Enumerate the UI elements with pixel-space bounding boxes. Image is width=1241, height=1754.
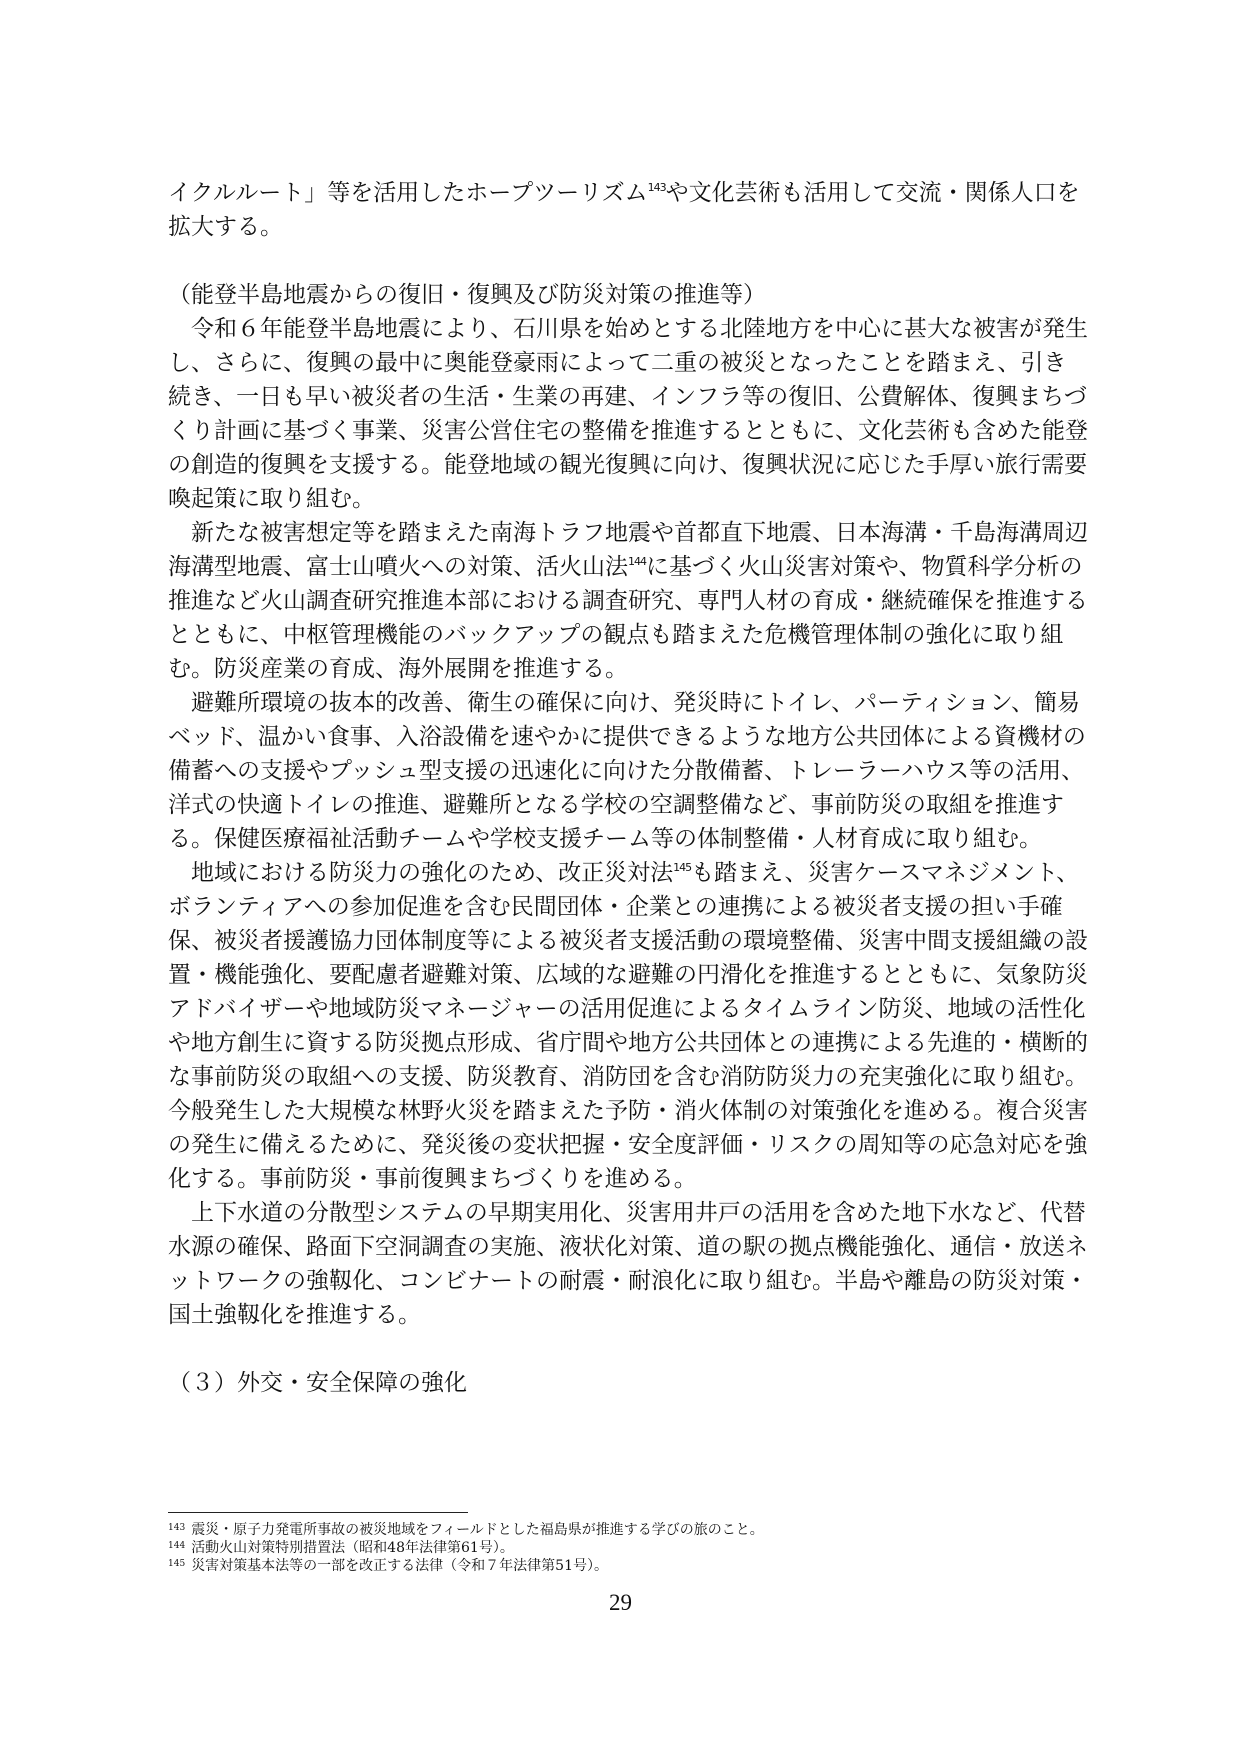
- footnote-145: [168, 1556, 1088, 1574]
- footnote-143: [168, 1520, 1088, 1538]
- paragraph-water-infrastructure: 上下水道の分散型システムの早期実用化、災害用井戸の活用を含めた地下水など、代替水源の確保、路面下空洞調査の実施、液状化対策、道の駅の拠点機能強化、通信・放送ネットワークの強靱化、コンビナートの耐震・耐浪化に取り組む。半島や離島の防災対策・国土強靱化を推進する。: [168, 1200, 1088, 1328]
- paragraph-noto-recovery: 令和６年能登半島地震により、石川県を始めとする北陸地方を中心に甚大な被害が発生し、さらに、復興の最中に奥能登豪雨によって二重の被災となったことを踏まえ、引き続き、一日も早い被災者の生活・生業の再建、インフラ等の復旧、公費解体、復興まちづくり計画に基づく事業、災害公営住宅の整備を推進するとともに、文化芸術も含めた能登の創造的復興を支援する。能登地域の観光復興に向け、復興状況に応じた手厚い旅行需要喚起策に取り組む。: [168, 316, 1088, 512]
- footnote-144: [168, 1538, 1088, 1556]
- footnote-text: 災害対策基本法等の一部を改正する法律（令和７年法律第51号）。: [191, 1558, 609, 1574]
- footnote-divider: [168, 1512, 468, 1513]
- body-text: [168, 176, 1088, 1400]
- footnote-text: 活動火山対策特別措置法（昭和48年法律第61号）。: [191, 1540, 514, 1556]
- subheading-noto-recovery: （能登半島地震からの復旧・復興及び防災対策の推進等）: [168, 282, 766, 308]
- paragraph-text: 地域における防災力の強化のため、改正災対法: [191, 860, 674, 886]
- spacer: [168, 1332, 1088, 1366]
- section-heading-diplomacy-security: （３）外交・安全保障の強化: [168, 1370, 467, 1396]
- paragraph-evacuation-shelters: 避難所環境の抜本的改善、衛生の確保に向け、発災時にトイレ、パーティション、簡易ベッド、温かい食事、入浴設備を速やかに提供できるような地方公共団体による資機材の備蓄への支援やプッシュ型支援の迅速化に向けた分散備蓄、トレーラーハウス等の活用、洋式の快適トイレの推進、避難所となる学校の空調整備など、事前防災の取組を推進する。保健医療福祉活動チームや学校支援チーム等の体制整備・人材育成に取り組む。: [168, 690, 1086, 852]
- page-number: 29: [609, 1590, 632, 1615]
- paragraph-hope-tourism: [168, 176, 1088, 244]
- footnote-ref-144[interactable]: 144: [628, 555, 646, 568]
- spacer: [168, 244, 1088, 278]
- paragraph-text: 新たな被害想定等を踏まえた南海トラフ地震や首都直下地震、日本海溝・千島海溝周辺海溝型地震、富士山噴火への対策、活火山法: [168, 520, 1088, 580]
- footnote-number: 143: [168, 1523, 186, 1533]
- footnote-number: 144: [168, 1541, 186, 1551]
- paragraph-text: イクルルート」等を活用したホープツーリズム: [168, 180, 648, 206]
- paragraph-regional-disaster-resilience: [168, 856, 1088, 1196]
- footnotes: [168, 1520, 1088, 1574]
- footnote-ref-143[interactable]: 143: [647, 181, 666, 194]
- footnote-number: 145: [168, 1559, 186, 1569]
- paragraph-text: や文化芸術も活用して交流・関係人口を拡大する。: [168, 180, 1080, 240]
- paragraph-disaster-countermeasures: [168, 516, 1088, 686]
- footnote-ref-145[interactable]: 145: [673, 861, 692, 874]
- footnote-text: 震災・原子力発電所事故の被災地域をフィールドとした福島県が推進する学びの旅のこと。: [191, 1522, 764, 1538]
- paragraph-text: に基づく火山災害対策や、物質科学分析の推進など火山調査研究推進本部における調査研究、専門人材の育成・継続確保を推進するとともに、中枢管理機能のバックアップの観点も踏まえた危機管理体制の強化に取り組む。防災産業の育成、海外展開を推進する。: [168, 554, 1088, 682]
- paragraph-text: も踏まえ、災害ケースマネジメント、ボランティアへの参加促進を含む民間団体・企業との連携による被災者支援の担い手確保、被災者援護協力団体制度等による被災者支援活動の環境整備、災害中間支援組織の設置・機能強化、要配慮者避難対策、広域的な避難の円滑化を推進するとともに、気象防災アドバイザーや地域防災マネージャーの活用促進によるタイムライン防災、地域の活性化や地方創生に資する防災拠点形成、省庁間や地方公共団体との連携による先進的・横断的な事前防災の取組への支援、防災教育、消防団を含む消防防災力の充実強化に取り組む。今般発生した大規模な林野火災を踏まえた予防・消火体制の対策強化を進める。複合災害の発生に備えるために、発災後の変状把握・安全度評価・リスクの周知等の応急対応を強化する。事前防災・事前復興まちづくりを進める。: [168, 860, 1088, 1192]
